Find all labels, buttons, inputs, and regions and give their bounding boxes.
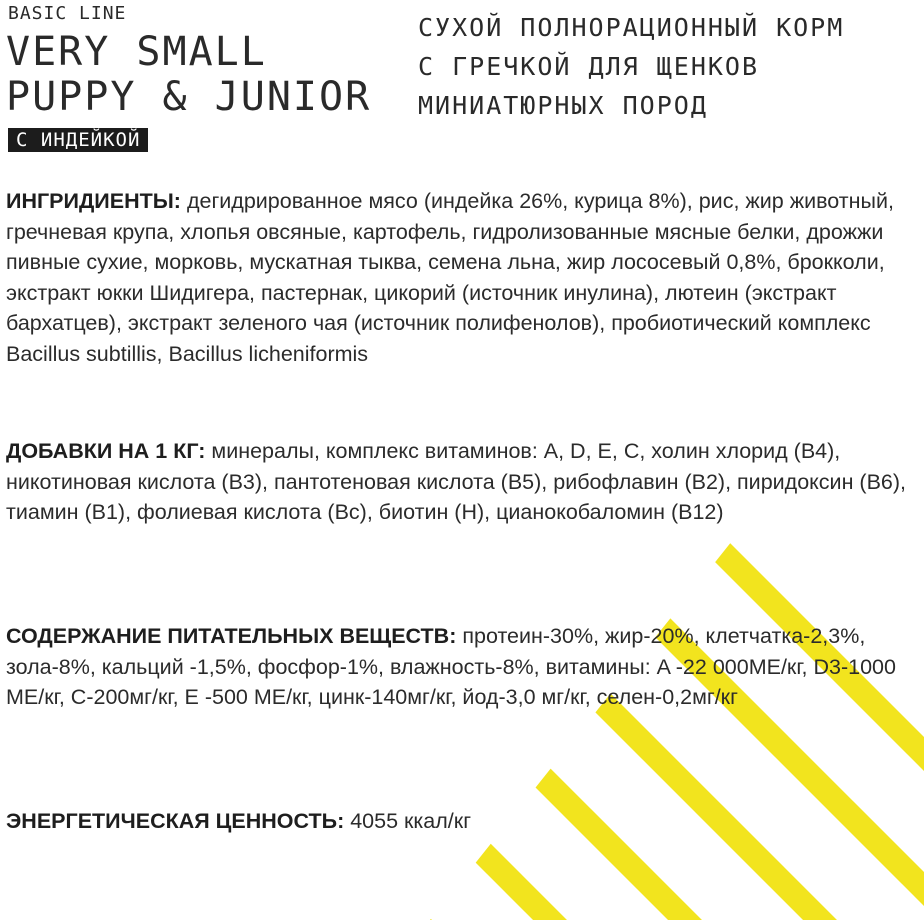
product-name-line: VERY SMALL — [6, 29, 267, 75]
nutrition-text: протеин-30%, жир-20%, клетчатка-2,3%, зола-8%, кальций -1,5%, фосфор-1%, влажность-8%, витамины: A -22 000МЕ/кг, D3-1000 МЕ/кг, C-200мг/кг, E -500 МЕ/кг, цинк-140мг/кг, йод-3,0 мг/кг, селен-0,2мг/кг — [6, 624, 896, 709]
ingredients-text: дегидрированное мясо (индейка 26%, курица 8%), рис, жир животный, гречневая крупа, хлопья овсяные, картофель, гидролизованные мясные белки, дрожжи пивные сухие, морковь, мускатная тыква, семена льна, жир лососевый 0,8%, брокколи, экстракт юкки Шидигера, пастернак, цикорий (источник инулина), лютеин (экстракт бархатцев), экстракт зеленого чая (источник полифенолов), пробиотический комплекс Bacillus subtillis, Bacillus licheniformis — [6, 189, 894, 366]
nutrition-section — [6, 621, 906, 713]
additives-label: ДОБАВКИ НА 1 КГ: — [6, 439, 206, 463]
description-line: МИНИАТЮРНЫХ ПОРОД — [418, 91, 708, 120]
ingredients-label: ИНГРИДИЕНТЫ: — [6, 189, 181, 213]
product-name-line: PUPPY & JUNIOR — [6, 74, 372, 120]
description-line: С ГРЕЧКОЙ ДЛЯ ЩЕНКОВ — [418, 52, 760, 81]
flavor-badge: С ИНДЕЙКОЙ — [8, 128, 148, 152]
brand-line: BASIC LINE — [8, 3, 127, 24]
nutrition-label: СОДЕРЖАНИЕ ПИТАТЕЛЬНЫХ ВЕЩЕСТВ: — [6, 624, 457, 648]
ingredients-section — [6, 186, 906, 369]
description-line: СУХОЙ ПОЛНОРАЦИОННЫЙ КОРМ — [418, 13, 845, 42]
energy-text: 4055 ккал/кг — [350, 809, 472, 833]
additives-section — [6, 436, 906, 528]
product-description — [418, 8, 918, 125]
energy-section — [6, 806, 906, 837]
product-name — [6, 30, 371, 120]
additives-text: минералы, комплекс витаминов: A, D, E, C, холин хлорид (B4), никотиновая кислота (B3), пантотеновая кислота (B5), рибофлавин (B2), пиридоксин (B6), тиамин (B1), фолиевая кислота (Bc), биотин (H), цианокобаломин (B12) — [6, 439, 907, 524]
energy-label: ЭНЕРГЕТИЧЕСКАЯ ЦЕННОСТЬ: — [6, 809, 345, 833]
